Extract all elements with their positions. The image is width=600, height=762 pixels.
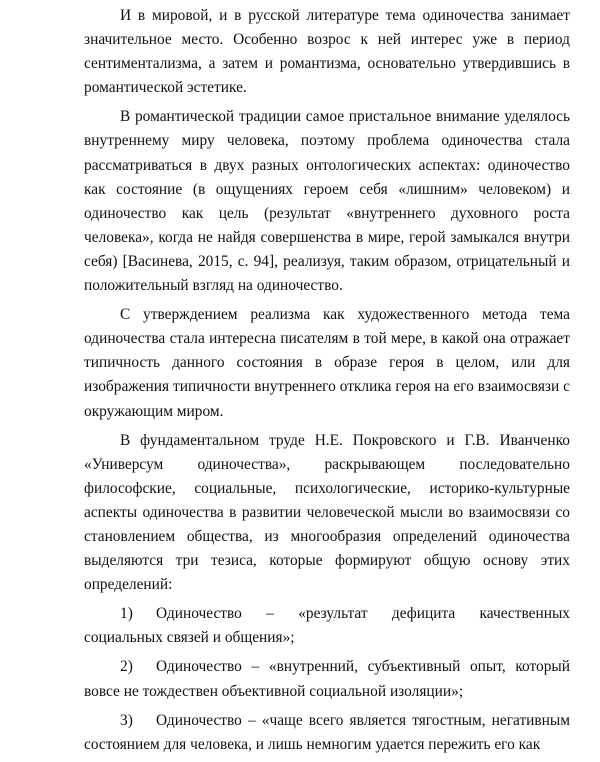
list-item-number: 1) <box>120 605 133 623</box>
list-item-number: 2) <box>120 658 133 676</box>
list-item-text: Одиночество – «результат дефицита качественных социальных связей и общения»; <box>84 605 570 647</box>
document-page <box>84 4 570 762</box>
list-item-text: Одиночество – «внутренний, субъективный опыт, который вовсе не тождествен объективной социальной изоляции»; <box>84 658 570 700</box>
paragraph-4: В фундаментальном труде Н.Е. Покровского и Г.В. Иванченко «Универсум одиночества», раскрывающем последовательно философские, социальные, психологические, историко-культурные аспекты одиночества в развитии человеческой мысли во взаимосвязи со становлением общества, из многообразия определений одиночества выделяются три тезиса, которые формируют общую основу этих определений: <box>84 431 570 594</box>
paragraph-3: С утверждением реализма как художественного метода тема одиночества стала интересна писателям в той мере, в какой она отражает типичность данного состояния в образе героя в целом, или для изображения типичности внутреннего отклика героя на его взаимосвязи с окружающим миром. <box>84 306 570 420</box>
list-item-text: Одиночество – «чаще всего является тягостным, негативным состоянием для человека, и лишь немногим удается пережить его как <box>84 711 570 753</box>
paragraph-1: И в мировой, и в русской литературе тема одиночества занимает значительное место. Особенно возрос к ней интерес уже в период сентиментализма, а затем и романтизма, основательно утвердившись в романтической эстетике. <box>84 7 570 97</box>
paragraph-2: В романтической традиции самое пристальное внимание уделялось внутреннему миру человека, поэтому проблема одиночества стала рассматриваться в двух разных онтологических аспектах: одиночество как состояние (в ощущениях героем себя «лишним» человеком) и одиночество как цель (результат «внутреннего духовного роста человека», когда не найдя совершенства в мире, герой замыкался внутри себя) [Васинева, 2015, с. 94], реализуя, таким образом, отрицательный и положительный взгляд на одиночество. <box>84 108 570 295</box>
list-item-2 <box>84 655 570 703</box>
list-item-3 <box>84 709 570 757</box>
list-item-1 <box>84 602 570 650</box>
list-item-number: 3) <box>120 711 133 729</box>
